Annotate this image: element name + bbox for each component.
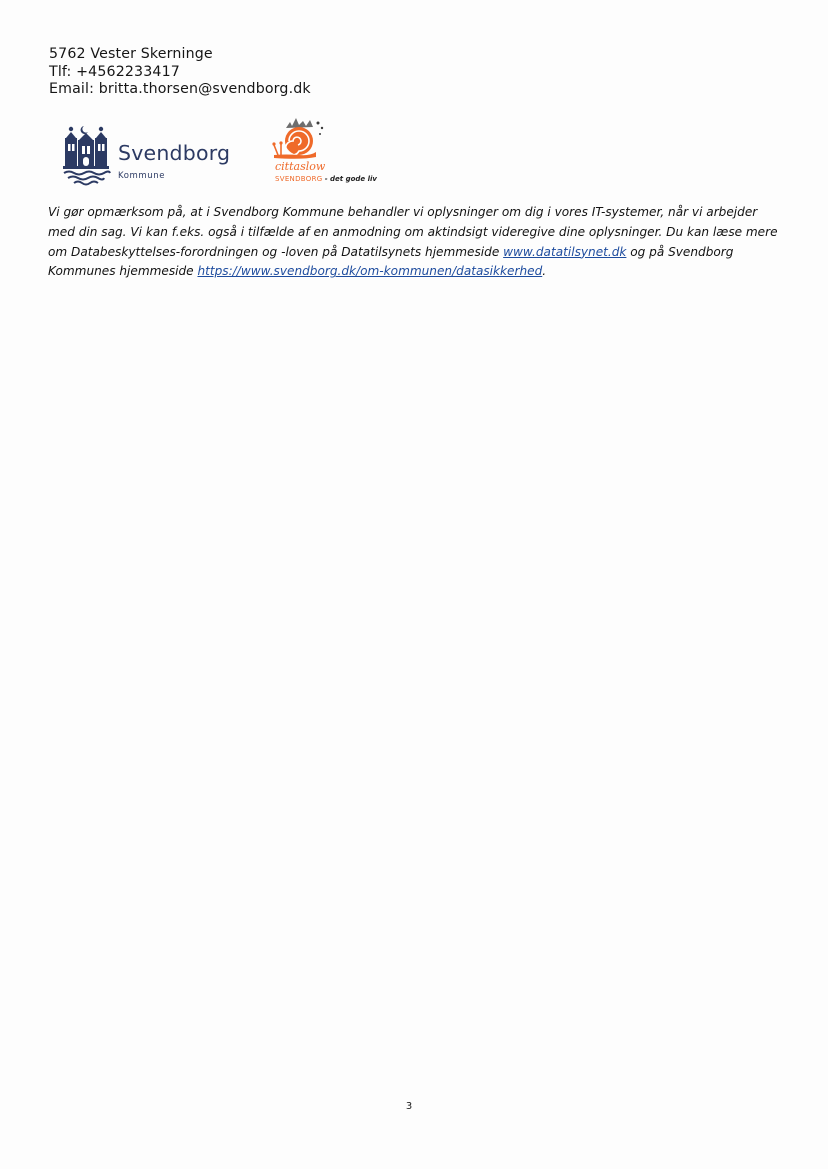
page-number: 3 bbox=[405, 1101, 413, 1112]
svg-text:cittaslow: cittaslow bbox=[275, 160, 326, 173]
privacy-text-3: . bbox=[542, 264, 547, 279]
cittaslow-town: SVENDBORG bbox=[275, 175, 323, 183]
svendborg-coat-of-arms-icon bbox=[62, 124, 112, 188]
privacy-text-2: og på Svendborg Kommunes hjemmeside bbox=[48, 244, 734, 279]
contact-block bbox=[49, 46, 311, 99]
datatilsynet-link[interactable]: www.datatilsynet.dk bbox=[503, 244, 627, 259]
contact-email: Email: britta.thorsen@svendborg.dk bbox=[49, 81, 311, 97]
privacy-text-1: Vi gør opmærksom på, at i Svendborg Kommune behandler vi oplysninger om dig i vores IT-systemer, når vi arbejder med din sag. Vi kan f.eks. også i tilfælde af en anmodning om aktindsigt videregive dine oplysninger. Du kan læse mere om Databeskyttelses-forordningen og -loven på Datatilsynets hjemmeside bbox=[48, 205, 778, 259]
cittaslow-logo bbox=[266, 112, 396, 188]
svendborg-logo-name: Svendborg bbox=[118, 141, 231, 165]
svendborg-datasikkerhed-link[interactable]: https://www.svendborg.dk/om-kommunen/datasikkerhed bbox=[197, 264, 543, 279]
cittaslow-motto: - det gode liv bbox=[324, 175, 377, 183]
privacy-notice bbox=[48, 203, 783, 282]
cittaslow-tagline bbox=[275, 175, 377, 183]
contact-address: 5762 Vester Skerninge bbox=[49, 46, 213, 62]
svendborg-logo-subtitle: Kommune bbox=[118, 171, 166, 181]
svendborg-kommune-logo bbox=[62, 124, 231, 188]
cittaslow-snail-icon bbox=[266, 112, 341, 176]
contact-phone: Tlf: +4562233417 bbox=[49, 63, 180, 80]
